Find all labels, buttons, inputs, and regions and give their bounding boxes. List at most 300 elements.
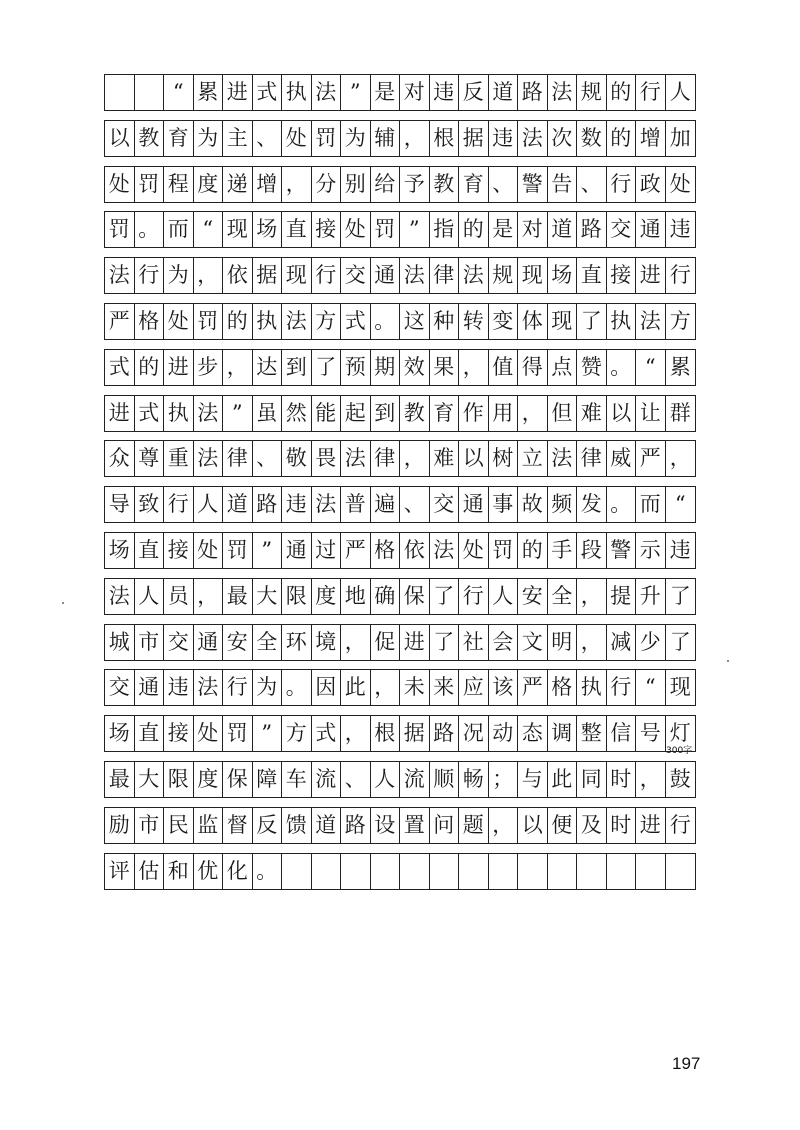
grid-cell: 动 [489,716,519,751]
grid-cell: 法 [459,258,489,293]
grid-cell: ” [223,396,253,431]
grid-cell: 人 [371,762,401,797]
grid-cell: 反 [459,75,489,110]
grid-cell: 罚 [371,212,401,247]
grid-cell: ” [253,533,283,568]
grid-cell: 种 [430,304,460,339]
grid-cell: 主 [223,121,253,156]
grid-cell: “ [636,350,666,385]
grid-cell: 应 [459,670,489,705]
grid-cell: “ [194,212,224,247]
grid-cell: 法 [194,670,224,705]
grid-row [104,74,696,111]
grid-cell: 大 [135,762,165,797]
grid-cell: 灯 [669,721,691,746]
grid-cell: ， [341,716,371,751]
grid-cell: 的 [518,533,548,568]
grid-cell: 城 [105,625,135,660]
grid-cell [607,854,637,889]
grid-cell: 是 [371,75,401,110]
grid-cell: 此 [548,762,578,797]
grid-cell: 接 [607,258,637,293]
grid-cell: 方 [282,716,312,751]
grid-cell: 行 [164,487,194,522]
grid-cell: 通 [459,487,489,522]
grid-cell: 流 [312,762,342,797]
grid-cell: 行 [607,670,637,705]
grid-cell: 进 [223,75,253,110]
grid-cell [518,854,548,889]
grid-row [104,532,696,569]
grid-cell: “ [674,492,686,517]
grid-cell: 人 [669,80,691,104]
grid-cell: 示 [636,533,666,568]
grid-cell: 违 [669,217,691,242]
grid-cell: 路 [253,487,283,522]
grid-cell: 此 [341,670,371,705]
grid-cell: 法 [430,533,460,568]
grid-cell: 据 [400,716,430,751]
grid-cell: 罚 [223,716,253,751]
grid-cell: 增 [636,121,666,156]
grid-cell [400,854,430,889]
grid-cell: 及 [577,808,607,843]
grid-cell: 现 [669,675,691,700]
grid-cell: 式 [105,350,135,385]
grid-cell: 畏 [312,441,342,476]
grid-cell: 法 [312,75,342,110]
grid-cell: 违 [669,538,691,562]
grid-cell: ， [459,350,489,385]
grid-cell: 。 [371,304,401,339]
grid-cell: ， [636,762,666,797]
grid-cell: 予 [400,167,430,202]
grid-row [104,166,696,203]
grid-cell: 法 [194,441,224,476]
grid-cell: 保 [400,579,430,614]
grid-cell: 步 [194,350,224,385]
grid-cell: 程 [164,167,194,202]
grid-cell: 同 [577,762,607,797]
grid-row [104,257,696,294]
grid-cell: 道 [489,75,519,110]
grid-cell: 该 [489,670,519,705]
grid-cell: 执 [164,396,194,431]
grid-cell: 法 [518,121,548,156]
grid-cell: 直 [282,212,312,247]
grid-cell: 普 [341,487,371,522]
grid-cell: 重 [164,441,194,476]
grid-cell: 的 [135,350,165,385]
grid-cell: 通 [194,625,224,660]
grid-cell: 交 [607,212,637,247]
grid-cell: 少 [636,625,666,660]
grid-cell: 确 [371,579,401,614]
grid-cell: 执 [607,304,637,339]
grid-cell: 指 [430,212,460,247]
grid-row [104,440,696,477]
grid-cell: 根 [430,121,460,156]
grid-cell: 过 [312,533,342,568]
grid-cell: 违 [430,75,460,110]
grid-cell: 进 [164,350,194,385]
grid-cell: 以 [459,441,489,476]
grid-cell: 得 [518,350,548,385]
grid-cell: 发 [577,487,607,522]
grid-cell: 减 [607,625,637,660]
grid-cell: ， [489,808,519,843]
grid-cell: 通 [135,670,165,705]
grid-cell: 处 [669,171,691,196]
grid-cell: 警 [607,533,637,568]
grid-cell: 通 [636,212,666,247]
grid-cell: 信 [607,716,637,751]
grid-cell: 况 [459,716,489,751]
grid-cell: 但 [548,396,578,431]
grid-cell: 作 [459,396,489,431]
grid-cell: 处 [105,167,135,202]
grid-cell: 流 [400,762,430,797]
grid-cell: 以 [105,121,135,156]
grid-cell: 变 [489,304,519,339]
grid-cell: 路 [341,808,371,843]
grid-cell: 最 [105,762,135,797]
grid-cell [636,854,666,889]
grid-cell: 进 [105,396,135,431]
grid-cell: 的 [223,304,253,339]
grid-cell: 果 [430,350,460,385]
grid-cell: 、 [253,441,283,476]
grid-cell: 分 [312,167,342,202]
grid-cell: ， [341,625,371,660]
grid-cell [548,854,578,889]
grid-cell: 严 [105,304,135,339]
grid-cell: 现 [282,258,312,293]
grid-cell: 安 [518,579,548,614]
grid-cell: 化 [223,854,253,889]
grid-cell: 法 [282,304,312,339]
grid-cell: 效 [400,350,430,385]
grid-cell: 政 [636,167,666,202]
grid-cell: 教 [430,167,460,202]
grid-cell: 而 [636,487,666,522]
grid-cell: 执 [577,670,607,705]
grid-cell: ， [194,258,224,293]
grid-cell: 点 [548,350,578,385]
grid-cell: 次 [548,121,578,156]
grid-cell: 法 [548,441,578,476]
grid-cell: 道 [223,487,253,522]
grid-cell: 场 [105,533,135,568]
word-count-marker: 300字 [666,746,693,756]
grid-cell [666,854,696,889]
grid-cell: 为 [341,121,371,156]
grid-cell: 大 [253,579,283,614]
grid-cell: 社 [459,625,489,660]
grid-cell: 道 [312,808,342,843]
grid-cell: 式 [341,304,371,339]
grid-cell: 格 [548,670,578,705]
grid-cell [430,854,460,889]
grid-cell: 敬 [282,441,312,476]
grid-cell: 促 [371,625,401,660]
grid-row [104,624,696,661]
grid-cell: 处 [459,533,489,568]
grid-cell: ” [341,75,371,110]
grid-cell: 限 [164,762,194,797]
grid-cell: 手 [548,533,578,568]
grid-cell: 因 [312,670,342,705]
grid-cell [282,854,312,889]
grid-cell: 频 [548,487,578,522]
grid-cell: 故 [518,487,548,522]
grid-cell: 号 [636,716,666,751]
grid-cell: 让 [636,396,666,431]
grid-cell: 值 [489,350,519,385]
grid-cell: 致 [135,487,165,522]
grid-cell: 罚 [105,212,135,247]
grid-cell: 式 [312,716,342,751]
grid-cell: 处 [194,716,224,751]
grid-cell: 对 [400,75,430,110]
grid-cell: 执 [253,304,283,339]
grid-cell: 场 [548,258,578,293]
grid-cell: 律 [577,441,607,476]
grid-cell: 告 [548,167,578,202]
grid-cell: 起 [341,396,371,431]
grid-cell: 律 [430,258,460,293]
grid-cell: 法 [548,75,578,110]
grid-row [104,120,696,157]
grid-cell [577,854,607,889]
grid-cell: 格 [371,533,401,568]
grid-cell: 律 [223,441,253,476]
grid-row [104,211,696,248]
grid-cell: 员 [164,579,194,614]
grid-row [104,486,696,523]
grid-cell: 处 [194,533,224,568]
grid-cell: ” [253,716,283,751]
grid-cell: 是 [489,212,519,247]
grid-cell: 体 [518,304,548,339]
grid-cell [341,854,371,889]
grid-cell: 威 [607,441,637,476]
grid-cell: 规 [577,75,607,110]
grid-cell: 别 [341,167,371,202]
grid-cell: 执 [282,75,312,110]
grid-cell: 行 [312,258,342,293]
grid-cell: 法 [341,441,371,476]
grid-cell: 行 [636,75,666,110]
grid-cell: 度 [312,579,342,614]
grid-cell: 直 [577,258,607,293]
grid-cell: 鼓 [669,767,691,791]
grid-cell: 为 [164,258,194,293]
grid-cell: 规 [489,258,519,293]
grid-cell: 进 [400,625,430,660]
grid-cell: 进 [636,258,666,293]
grid-cell: 全 [548,579,578,614]
grid-cell: 罚 [312,121,342,156]
grid-cell: 畅 [459,762,489,797]
grid-cell: 递 [223,167,253,202]
grid-cell: 了 [430,579,460,614]
grid-cell: 尊 [135,441,165,476]
grid-cell: 处 [282,121,312,156]
grid-cell: 交 [430,487,460,522]
grid-cell: 限 [282,579,312,614]
grid-cell: 育 [164,121,194,156]
grid-cell: 加 [669,125,691,150]
grid-cell: 通 [282,533,312,568]
grid-cell: 度 [194,762,224,797]
grid-cell: 、 [489,167,519,202]
grid-cell: 用 [489,396,519,431]
grid-cell: 式 [253,75,283,110]
grid-cell: 来 [430,670,460,705]
grid-cell: 方 [312,304,342,339]
grid-cell: 了 [430,625,460,660]
grid-cell: 顺 [430,762,460,797]
grid-cell: 评 [105,854,135,889]
grid-cell: ， [518,396,548,431]
grid-cell: ” [400,212,430,247]
grid-cell: 为 [194,121,224,156]
grid-cell: 虽 [253,396,283,431]
grid-cell: 能 [312,396,342,431]
grid-cell: 保 [223,762,253,797]
grid-cell: ， [400,121,430,156]
scan-speck [727,660,729,662]
grid-cell: 境 [312,625,342,660]
grid-cell: 市 [135,625,165,660]
grid-cell: 据 [459,121,489,156]
grid-cell: 、 [577,167,607,202]
grid-cell: 预 [341,350,371,385]
grid-cell: 式 [135,396,165,431]
grid-cell: 的 [459,212,489,247]
grid-cell: 难 [577,396,607,431]
grid-cell: 、 [253,121,283,156]
grid-cell: 方 [669,309,691,333]
grid-cell: 依 [400,533,430,568]
grid-row [104,715,696,752]
grid-cell: 整 [577,716,607,751]
grid-cell: 事 [489,487,519,522]
grid-cell: 人 [194,487,224,522]
grid-cell: ， [194,579,224,614]
grid-row [104,303,696,340]
grid-cell: ， [577,625,607,660]
grid-cell: 路 [577,212,607,247]
grid-cell: 累 [194,75,224,110]
grid-cell: 励 [105,808,135,843]
grid-cell: 严 [518,670,548,705]
grid-cell: 罚 [135,167,165,202]
grid-cell: 这 [400,304,430,339]
grid-cell: 和 [164,854,194,889]
grid-cell [459,854,489,889]
grid-cell: 接 [164,533,194,568]
grid-cell: 明 [548,625,578,660]
grid-cell: 。 [253,854,283,889]
grid-cell: 进 [636,808,666,843]
grid-cell: 态 [518,716,548,751]
grid-cell: 、 [400,487,430,522]
grid-cell: 了 [577,304,607,339]
grid-cell: 调 [548,716,578,751]
grid-cell: 违 [164,670,194,705]
grid-cell: 现 [223,212,253,247]
grid-cell: 众 [105,441,135,476]
grid-cell: 法 [105,579,135,614]
grid-cell: 法 [400,258,430,293]
grid-row [104,669,696,706]
grid-cell: 到 [282,350,312,385]
grid-row [104,807,696,844]
grid-cell: 警 [518,167,548,202]
grid-cell: 现 [548,304,578,339]
grid-cell: 了 [669,583,691,608]
grid-cell: 道 [548,212,578,247]
grid-cell: 障 [253,762,283,797]
grid-cell: 交 [164,625,194,660]
grid-cell: 的 [607,75,637,110]
grid-cell: 提 [607,579,637,614]
grid-cell: 。 [607,487,637,522]
grid-cell: 树 [489,441,519,476]
grid-cell: 接 [312,212,342,247]
grid-cell: “ [164,75,194,110]
grid-cell: 以 [607,396,637,431]
grid-cell: 立 [518,441,548,476]
grid-cell: 教 [400,396,430,431]
grid-cell: 对 [518,212,548,247]
grid-cell: 交 [105,670,135,705]
grid-cell: 为 [253,670,283,705]
grid-cell: 违 [282,487,312,522]
grid-cell: 转 [459,304,489,339]
grid-cell: 到 [371,396,401,431]
grid-cell: 行 [669,812,691,837]
grid-cell: 与 [518,762,548,797]
grid-cell: 、 [341,762,371,797]
grid-cell: 会 [489,625,519,660]
grid-cell: 法 [636,304,666,339]
grid-cell: 时 [607,808,637,843]
grid-cell: 据 [253,258,283,293]
grid-cell: “ [636,670,666,705]
grid-cell: 法 [105,258,135,293]
grid-cell: 地 [341,579,371,614]
grid-cell: 数 [577,121,607,156]
grid-cell: 行 [459,579,489,614]
grid-row [104,395,696,432]
grid-cell: 育 [459,167,489,202]
grid-cell: 馈 [282,808,312,843]
grid-row [104,853,696,890]
grid-cell: 便 [548,808,578,843]
grid-cell: 处 [341,212,371,247]
grid-cell: 段 [577,533,607,568]
grid-cell: 时 [607,762,637,797]
grid-cell: 行 [135,258,165,293]
grid-cell: 增 [253,167,283,202]
grid-cell: 。 [135,212,165,247]
grid-cell: 罚 [489,533,519,568]
grid-cell: 期 [371,350,401,385]
grid-cell: 升 [636,579,666,614]
